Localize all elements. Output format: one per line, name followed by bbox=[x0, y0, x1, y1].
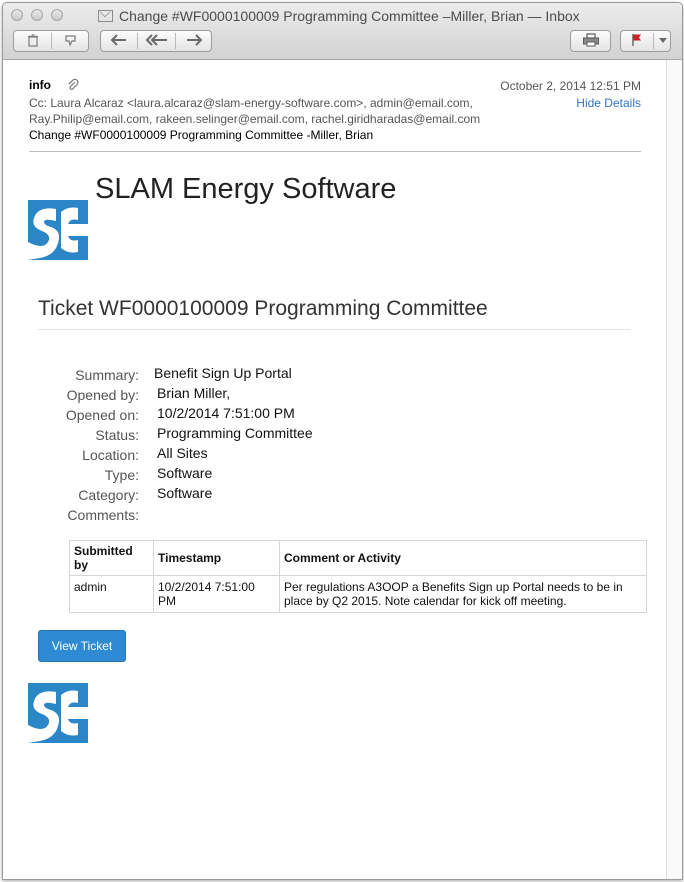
window-title-text: Change #WF0000100009 Programming Committee –Miller, Brian — Inbox bbox=[119, 8, 580, 24]
vertical-scrollbar[interactable] bbox=[666, 60, 683, 879]
ticket-title-divider bbox=[38, 329, 631, 330]
location-label: Location: bbox=[82, 447, 139, 463]
close-window-button[interactable] bbox=[11, 9, 23, 21]
comment-cell bbox=[280, 576, 647, 613]
flag-menu[interactable] bbox=[654, 31, 671, 51]
comment-header: Comment or Activity bbox=[280, 541, 647, 576]
message-date: October 2, 2014 12:51 PM bbox=[500, 79, 641, 93]
delete-junk-group bbox=[13, 30, 89, 52]
cc-line: Cc: Laura Alcaraz <laura.alcaraz@slam-energy-software.com>, admin@email.com, bbox=[29, 96, 473, 110]
opened-on-label: Opened on: bbox=[65, 407, 139, 423]
opened-by-value: Brian Miller, bbox=[157, 385, 231, 401]
trash-button[interactable] bbox=[14, 31, 52, 51]
message-body bbox=[3, 60, 666, 879]
submitted-by-header: Submitted by bbox=[70, 541, 154, 576]
chevron-down-icon bbox=[659, 38, 667, 44]
table-header-row bbox=[70, 541, 647, 576]
forward-button[interactable] bbox=[176, 31, 212, 51]
envelope-icon bbox=[98, 10, 113, 22]
from-sender[interactable]: info bbox=[29, 78, 51, 92]
junk-icon bbox=[64, 34, 78, 47]
timestamp-header: Timestamp bbox=[154, 541, 280, 576]
opened-by-label: Opened by: bbox=[66, 387, 139, 403]
category-value: Software bbox=[157, 485, 213, 501]
location-value: All Sites bbox=[157, 445, 208, 461]
forward-icon bbox=[185, 34, 203, 46]
message-subject: Change #WF0000100009 Programming Committee -Miller, Brian bbox=[29, 128, 374, 142]
brand-name: SLAM Energy Software bbox=[95, 173, 397, 205]
title-bar bbox=[3, 3, 682, 60]
mail-window bbox=[2, 2, 683, 880]
reply-all-button[interactable] bbox=[138, 31, 175, 51]
submitted-by-cell: admin bbox=[70, 576, 154, 613]
minimize-window-button[interactable] bbox=[31, 9, 43, 21]
flag-toggle[interactable] bbox=[621, 31, 653, 51]
attachment-icon bbox=[67, 78, 79, 95]
header-divider bbox=[29, 151, 641, 152]
company-logo-icon bbox=[28, 200, 88, 260]
comments-label: Comments: bbox=[67, 507, 139, 523]
reply-icon bbox=[110, 34, 128, 46]
print-icon bbox=[582, 33, 600, 47]
trash-icon bbox=[27, 34, 39, 47]
comment-line: place by Q2 2015. Note calendar for kick off meeting. bbox=[284, 594, 567, 608]
cc-line-continued: Ray.Philip@email.com, rakeen.selinger@email.com, rachel.giridharadas@email.com bbox=[29, 112, 481, 126]
category-label: Category: bbox=[78, 487, 139, 503]
window-title bbox=[98, 8, 580, 24]
zoom-window-button[interactable] bbox=[51, 9, 63, 21]
activity-table bbox=[69, 540, 647, 613]
summary-label: Summary: bbox=[75, 367, 139, 383]
opened-on-value: 10/2/2014 7:51:00 PM bbox=[157, 405, 295, 421]
table-row bbox=[70, 576, 647, 613]
reply-all-icon bbox=[145, 34, 169, 46]
print-button[interactable] bbox=[570, 30, 611, 52]
reply-button[interactable] bbox=[101, 31, 137, 51]
reply-group bbox=[100, 30, 212, 52]
view-ticket-button[interactable]: View Ticket bbox=[38, 630, 126, 662]
flag-icon bbox=[631, 33, 643, 47]
hide-details-link[interactable]: Hide Details bbox=[576, 96, 641, 110]
status-label: Status: bbox=[95, 427, 139, 443]
type-value: Software bbox=[157, 465, 213, 481]
ticket-title: Ticket WF0000100009 Programming Committee bbox=[38, 297, 488, 320]
type-label: Type: bbox=[104, 467, 139, 483]
junk-button[interactable] bbox=[52, 31, 89, 51]
timestamp-cell: 10/2/2014 7:51:00 PM bbox=[154, 576, 280, 613]
summary-value: Benefit Sign Up Portal bbox=[154, 365, 292, 381]
status-value: Programming Committee bbox=[157, 425, 313, 441]
footer-logo-icon bbox=[28, 683, 88, 743]
flag-button[interactable] bbox=[620, 30, 671, 52]
comment-line: Per regulations A3OOP a Benefits Sign up Portal needs to be in bbox=[284, 580, 623, 594]
